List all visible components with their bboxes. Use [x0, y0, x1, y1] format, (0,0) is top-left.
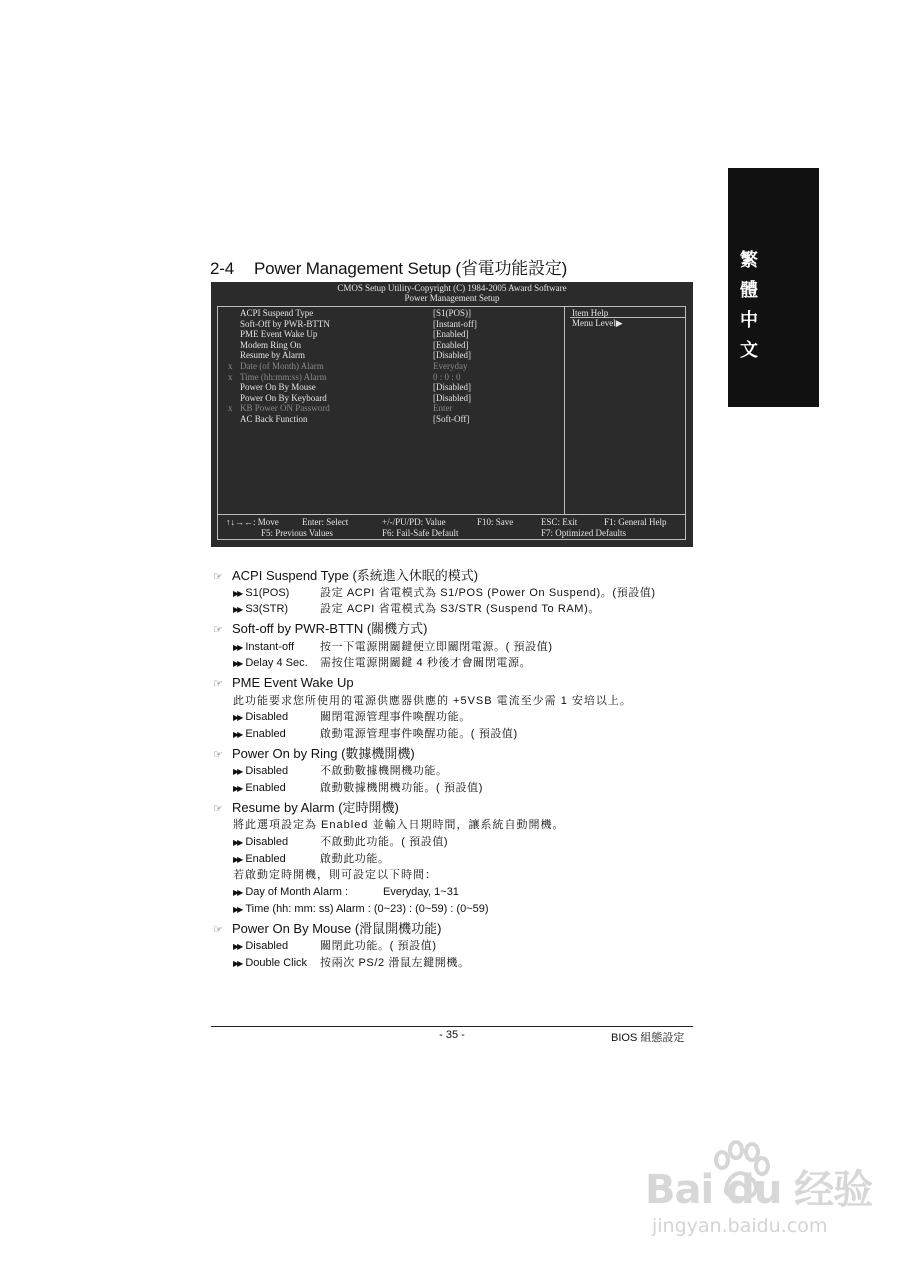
- bios-setting-name[interactable]: Power On By Keyboard: [240, 392, 327, 403]
- option-description: 不啟動此功能。( 預設值): [320, 836, 449, 848]
- option-row: [233, 586, 656, 601]
- section-title: [210, 254, 567, 279]
- bios-footer-divider: [217, 514, 686, 515]
- double-arrow-icon: ▶▶: [233, 888, 242, 897]
- option-row: [233, 835, 449, 850]
- pointing-hand-icon: ☞: [213, 924, 223, 936]
- option-label: Instant-off: [245, 641, 295, 653]
- option-description: 啟動此功能。: [320, 853, 390, 865]
- option-description: 按一下電源開關鍵便立即關閉電源。( 預設值): [320, 641, 553, 653]
- alarm-day-value: Everyday, 1~31: [383, 886, 459, 898]
- option-row: [233, 710, 471, 725]
- mouse-title: Power On By Mouse (滑鼠開機功能): [232, 921, 442, 936]
- side-tab-char-2: 體: [740, 280, 758, 301]
- side-tab-char-4: 文: [740, 340, 758, 361]
- bios-setting-name[interactable]: ACPI Suspend Type: [240, 308, 314, 318]
- bios-setting-value[interactable]: [S1(POS)]: [433, 308, 472, 318]
- bios-key-previous: F5: Previous Values: [261, 528, 333, 538]
- item-help-title: Item Help: [572, 308, 609, 318]
- option-description: 不啟動數據機開機功能。: [320, 765, 448, 777]
- section-title-text: Power Management Setup (省電功能設定): [254, 259, 568, 278]
- pointing-hand-icon: ☞: [213, 749, 223, 761]
- option-description: 啟動電源管理事件喚醒功能。( 預設值): [320, 728, 518, 740]
- bios-row-disabled-marker: x: [228, 403, 233, 414]
- bios-key-failsafe: F6: Fail-Safe Default: [382, 528, 459, 538]
- double-arrow-icon: ▶▶: [233, 730, 242, 739]
- option-description: 關閉此功能。( 預設值): [320, 940, 437, 952]
- watermark-url: jingyan.baidu.com: [652, 1215, 828, 1237]
- bios-setting-value[interactable]: [Enabled]: [433, 329, 469, 340]
- double-arrow-icon: ▶▶: [233, 605, 242, 614]
- option-label: Disabled: [245, 836, 289, 848]
- bios-setting-name[interactable]: Resume by Alarm: [240, 350, 305, 361]
- language-side-tab: [728, 168, 819, 407]
- option-label: Enabled: [245, 728, 286, 740]
- double-arrow-icon: ▶▶: [233, 767, 242, 776]
- alarm-title: Resume by Alarm (定時開機): [232, 800, 399, 815]
- double-arrow-icon: ▶▶: [233, 905, 242, 914]
- side-tab-char-1: 繁: [740, 250, 758, 271]
- pointing-hand-icon: ☞: [213, 803, 223, 815]
- option-row: [233, 764, 448, 779]
- bios-header-copyright: CMOS Setup Utility-Copyright (C) 1984-2005 Award Software: [337, 283, 567, 293]
- menu-level: [572, 318, 623, 328]
- double-arrow-icon: ▶▶: [233, 942, 242, 951]
- watermark-brand: Bai du 经验: [645, 1167, 873, 1213]
- pme-heading: [213, 675, 354, 692]
- bios-key-move: ↑↓→←: Move: [226, 517, 279, 527]
- bios-screenshot: [211, 282, 693, 547]
- bios-setting-value: Everyday: [433, 361, 468, 371]
- bios-setting-value[interactable]: [Disabled]: [433, 382, 471, 393]
- menu-level-label: Menu Level: [572, 318, 616, 328]
- bios-setting-value: Enter: [433, 403, 453, 414]
- double-arrow-icon: ▶▶: [233, 643, 242, 652]
- footer-chapter: BIOS 組態設定: [611, 1032, 685, 1044]
- menu-level-arrow-icon: ▶: [615, 318, 623, 328]
- footer-rule: [211, 1026, 693, 1027]
- side-tab-char-3: 中: [740, 310, 758, 331]
- option-row: [233, 781, 483, 796]
- option-description: 按兩次 PS/2 滑鼠左鍵開機。: [320, 957, 470, 969]
- option-label: Enabled: [245, 853, 286, 865]
- alarm-heading: [213, 800, 399, 817]
- option-description: 設定 ACPI 省電模式為 S1/POS (Power On Suspend)。(預設值): [320, 587, 656, 599]
- bios-setting-name: Time (hh:mm:ss) Alarm: [240, 371, 327, 382]
- bios-setting-name[interactable]: Power On By Mouse: [240, 382, 316, 393]
- option-description: 啟動數據機開機功能。( 預設值): [320, 782, 483, 794]
- bios-setting-name[interactable]: Modem Ring On: [240, 339, 302, 350]
- double-arrow-icon: ▶▶: [233, 784, 242, 793]
- double-arrow-icon: ▶▶: [233, 589, 242, 598]
- option-row: [233, 727, 518, 742]
- option-row: [233, 852, 390, 867]
- option-label: Disabled: [245, 711, 289, 723]
- mouse-heading: [213, 921, 442, 938]
- bios-setting-value[interactable]: [Enabled]: [433, 339, 469, 350]
- option-label: S1(POS): [245, 587, 290, 599]
- pointing-hand-icon: ☞: [213, 678, 223, 690]
- pointing-hand-icon: ☞: [213, 624, 223, 636]
- bios-setting-name[interactable]: Soft-Off by PWR-BTTN: [240, 318, 330, 329]
- option-label: Disabled: [245, 940, 289, 952]
- bios-key-general-help: F1: General Help: [604, 517, 667, 527]
- option-description: 需按住電源開關鍵 4 秒後才會關閉電源。: [320, 657, 532, 669]
- bios-key-select: Enter: Select: [302, 517, 349, 527]
- double-arrow-icon: ▶▶: [233, 838, 242, 847]
- option-label: Enabled: [245, 782, 286, 794]
- bios-setting-value[interactable]: [Soft-Off]: [433, 414, 470, 424]
- ring-title: Power On by Ring (數據機開機): [232, 746, 415, 761]
- option-description: 關閉電源管理事件喚醒功能。: [320, 711, 471, 723]
- section-number: 2-4: [210, 259, 234, 278]
- bios-setting-name: KB Power ON Password: [240, 403, 330, 414]
- bios-key-exit: ESC: Exit: [541, 517, 578, 527]
- bios-key-optimized: F7: Optimized Defaults: [541, 528, 626, 538]
- bios-setting-value: 0 : 0 : 0: [433, 371, 461, 382]
- bios-key-save: F10: Save: [477, 517, 514, 527]
- bios-header-title: Power Management Setup: [404, 293, 500, 303]
- double-arrow-icon: ▶▶: [233, 659, 242, 668]
- double-arrow-icon: ▶▶: [233, 713, 242, 722]
- pointing-hand-icon: ☞: [213, 571, 223, 583]
- alarm-note-2: 若啟動定時開機，則可設定以下時間：: [233, 869, 437, 881]
- alarm-day-label: Day of Month Alarm :: [245, 886, 349, 898]
- page-number: - 35 -: [439, 1029, 465, 1041]
- ring-heading: [213, 746, 415, 763]
- option-label: Double Click: [245, 957, 308, 969]
- option-row: [233, 640, 553, 655]
- option-label: Disabled: [245, 765, 289, 777]
- bios-row-disabled-marker: x: [228, 361, 233, 371]
- acpi-title: ACPI Suspend Type (系統進入休眠的模式): [232, 568, 479, 583]
- softoff-title: Soft-off by PWR-BTTN (關機方式): [232, 621, 428, 636]
- bios-column-divider: [564, 306, 565, 514]
- bios-setting-value[interactable]: [Instant-off]: [433, 318, 477, 329]
- acpi-heading: [213, 568, 478, 585]
- alarm-time-row: [233, 902, 489, 917]
- double-arrow-icon: ▶▶: [233, 855, 242, 864]
- option-row: [233, 939, 437, 954]
- bios-setting-value[interactable]: [Disabled]: [433, 392, 471, 403]
- alarm-day-row: [233, 885, 459, 900]
- alarm-time-label: Time (hh: mm: ss) Alarm :: [245, 903, 371, 915]
- option-label: S3(STR): [245, 603, 289, 615]
- bios-setting-name: Date (of Month) Alarm: [240, 361, 324, 371]
- option-description: 設定 ACPI 省電模式為 S3/STR (Suspend To RAM)。: [320, 603, 600, 615]
- pme-note: 此功能要求您所使用的電源供應器供應的 +5VSB 電流至少需 1 安培以上。: [233, 695, 632, 707]
- bios-setting-name[interactable]: AC Back Function: [240, 414, 308, 424]
- double-arrow-icon: ▶▶: [233, 959, 242, 968]
- option-label: Delay 4 Sec.: [245, 657, 308, 669]
- bios-setting-value[interactable]: [Disabled]: [433, 350, 471, 361]
- option-row: [233, 602, 600, 617]
- alarm-time-value: (0~23) : (0~59) : (0~59): [373, 903, 489, 915]
- option-row: [233, 956, 470, 971]
- softoff-heading: [213, 621, 428, 638]
- bios-key-value: +/-/PU/PD: Value: [382, 517, 446, 527]
- bios-setting-name[interactable]: PME Event Wake Up: [240, 329, 318, 340]
- pme-title: PME Event Wake Up: [232, 675, 354, 690]
- bios-row-disabled-marker: x: [228, 371, 233, 382]
- alarm-note: 將此選項設定為 Enabled 並輸入日期時間，讓系統自動開機。: [233, 819, 565, 831]
- option-row: [233, 656, 532, 671]
